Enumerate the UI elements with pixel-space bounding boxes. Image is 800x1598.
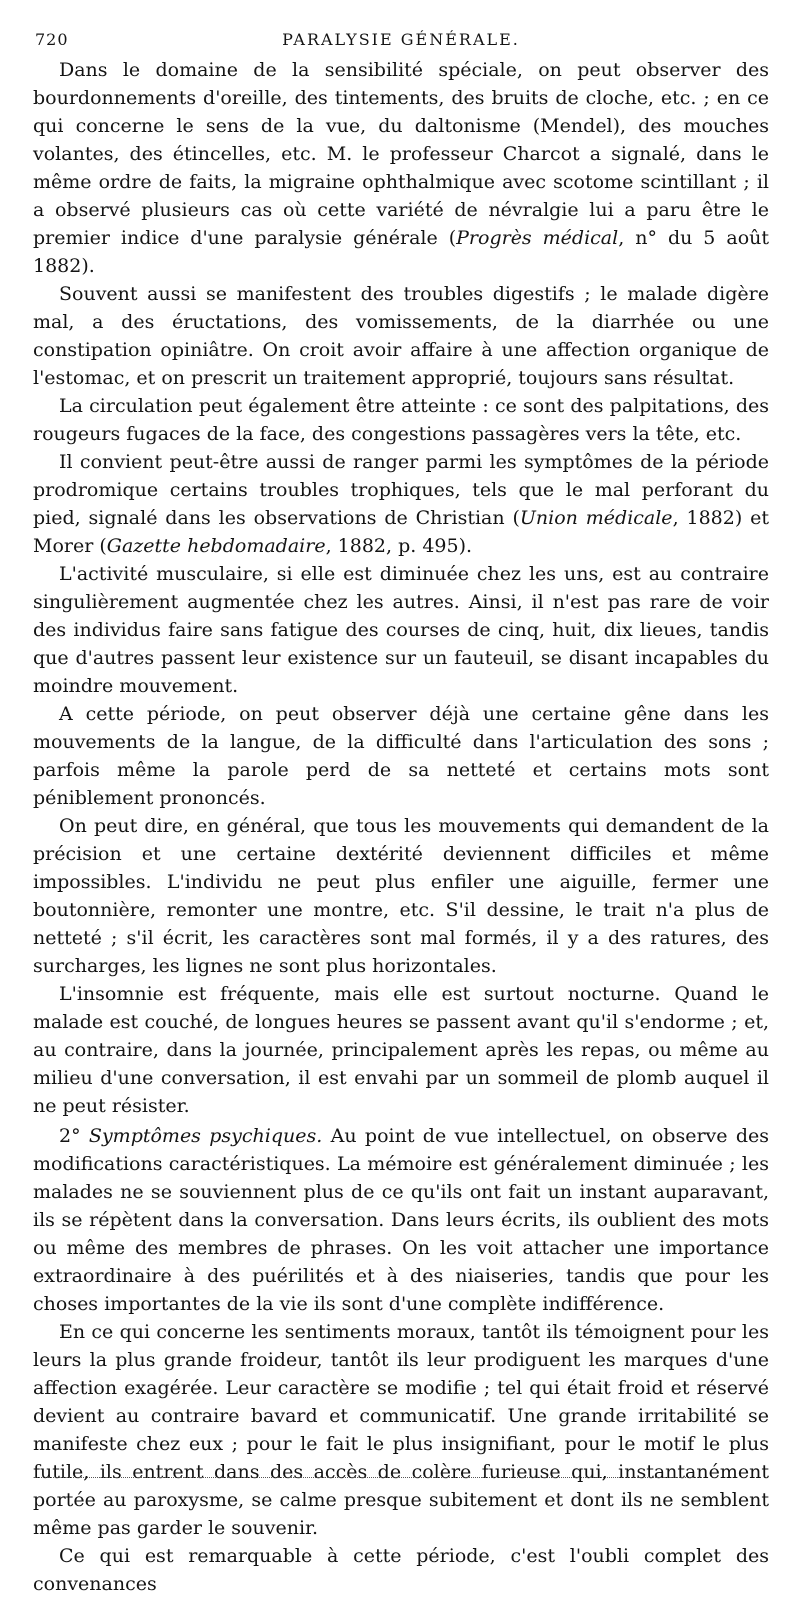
paragraph-movement-precision: On peut dire, en général, que tous les mouvements qui demandent de la précision et une certaine dextérité deviennent difficiles et même impossibles. L'individu ne peut plus enfiler une aiguille, fermer une boutonnière, remonter une montre, etc. S'il dessine, le trait n'a plus de netteté ; s'il écrit, les caractères sont mal formés, il y a des ratures, des surcharges, les lignes ne sont plus horizontales.: [33, 815, 769, 977]
citation-union-medicale: Union médicale: [519, 507, 673, 529]
paragraph-speech-difficulty: A cette période, on peut observer déjà une certaine gêne dans les mouvements de la langue, de la difficulté dans l'articulation des sons ; parfois même la parole perd de sa netteté et certains mots sont péniblement prononcés.: [33, 703, 769, 809]
book-page: [33, 28, 769, 1598]
paragraph-convenances: Ce qui est remarquable à cette période, c'est l'oubli complet des convenances: [33, 1545, 769, 1595]
paragraph-text: , 1882) et Morer (: [33, 507, 769, 557]
citation-progres-medical: Progrès médical: [456, 227, 619, 249]
paragraph-insomnia: L'insomnie est fréquente, mais elle est surtout nocturne. Quand le malade est couché, de longues heures se passent avant qu'il s'endorme ; et, au contraire, dans la journée, principalement après les repas, ou même au milieu d'une conversation, il est envahi par un sommeil de plomb auquel il ne peut résister.: [33, 983, 769, 1117]
page-number: 720: [35, 30, 69, 49]
running-title: PARALYSIE GÉNÉRALE.: [282, 30, 520, 49]
paragraph-text: Dans le domaine de la sensibilité spéciale, on peut observer des bourdonnements d'oreille, des tintements, des bruits de cloche, etc. ; en ce qui concerne le sens de la vue, du daltonisme (Mendel), des mouches volantes, des étincelles, etc. M. le professeur Charcot a signalé, dans le même ordre de faits, la migraine ophthalmique avec scotome scintillant ; il a observé plusieurs cas où cette variété de névralgie lui a paru être le premier indice d'une paralysie générale (: [33, 59, 769, 249]
paragraph-trophic-troubles: [33, 448, 769, 560]
running-head: [33, 28, 769, 56]
paragraph-circulation: La circulation peut également être atteinte : ce sont des palpitations, des rougeurs fugaces de la face, des congestions passagères vers la tête, etc.: [33, 395, 769, 445]
paragraph-text: Il convient peut-être aussi de ranger parmi les symptômes de la période prodromique certains troubles trophiques, tels que le mal perforant du pied, signalé dans les observations de Christian (: [33, 451, 769, 529]
body-text: [33, 56, 769, 1598]
section-heading: Symptômes psychiques.: [88, 1125, 323, 1147]
paragraph-digestive-troubles: Souvent aussi se manifestent des troubles digestifs ; le malade digère mal, a des éructations, des vomissements, de la diarrhée ou une constipation opiniâtre. On croit avoir affaire à une affection organique de l'estomac, et on prescrit un traitement approprié, toujours sans résultat.: [33, 283, 769, 389]
citation-gazette-hebdomadaire: Gazette hebdomadaire: [106, 535, 326, 557]
paragraph-psychic-symptoms: [33, 1122, 769, 1318]
paragraph-text: Au point de vue intellectuel, on observe des modifications caractéristiques. La mémoire est généralement diminuée ; les malades ne se souviennent plus de ce qu'ils ont fait un instant auparavant, ils se répètent dans la conversation. Dans leurs écrits, ils oublient des mots ou même des membres de phrases. On les voit attacher une importance extraordinaire à des puérilités et à des niaiseries, tandis que pour les choses importantes de la vie ils sont d'une complète indifférence.: [33, 1125, 769, 1315]
paragraph-text: , n° du 5 août 1882).: [33, 227, 770, 277]
section-number: 2°: [59, 1125, 81, 1147]
paragraph-text: , 1882, p. 495).: [325, 535, 473, 557]
paragraph-muscular-activity: L'activité musculaire, si elle est diminuée chez les uns, est au contraire singulièrement augmentée chez les autres. Ainsi, il n'est pas rare de voir des individus faire sans fatigue des courses de cinq, huit, dix lieues, tandis que d'autres passent leur existence sur un fauteuil, se disant incapables du moindre mouvement.: [33, 563, 769, 697]
paragraph-moral-sentiments: En ce qui concerne les sentiments moraux, tantôt ils témoignent pour les leurs la plus grande froideur, tantôt ils leur prodiguent les marques d'une affection exagérée. Leur caractère se modifie ; tel qui était froid et réservé devient au contraire bavard et communicatif. Une grande irritabilité se manifeste chez eux ; pour le fait le plus insignifiant, pour le motif le plus futile, ils entrent dans des accès de colère furieuse qui, instantanément portée au paroxysme, se calme presque subitement et dont ils ne semblent même pas garder le souvenir.: [33, 1321, 769, 1539]
paragraph-special-sensibility: [33, 56, 769, 280]
footer-dotted-rule: [34, 1477, 702, 1478]
